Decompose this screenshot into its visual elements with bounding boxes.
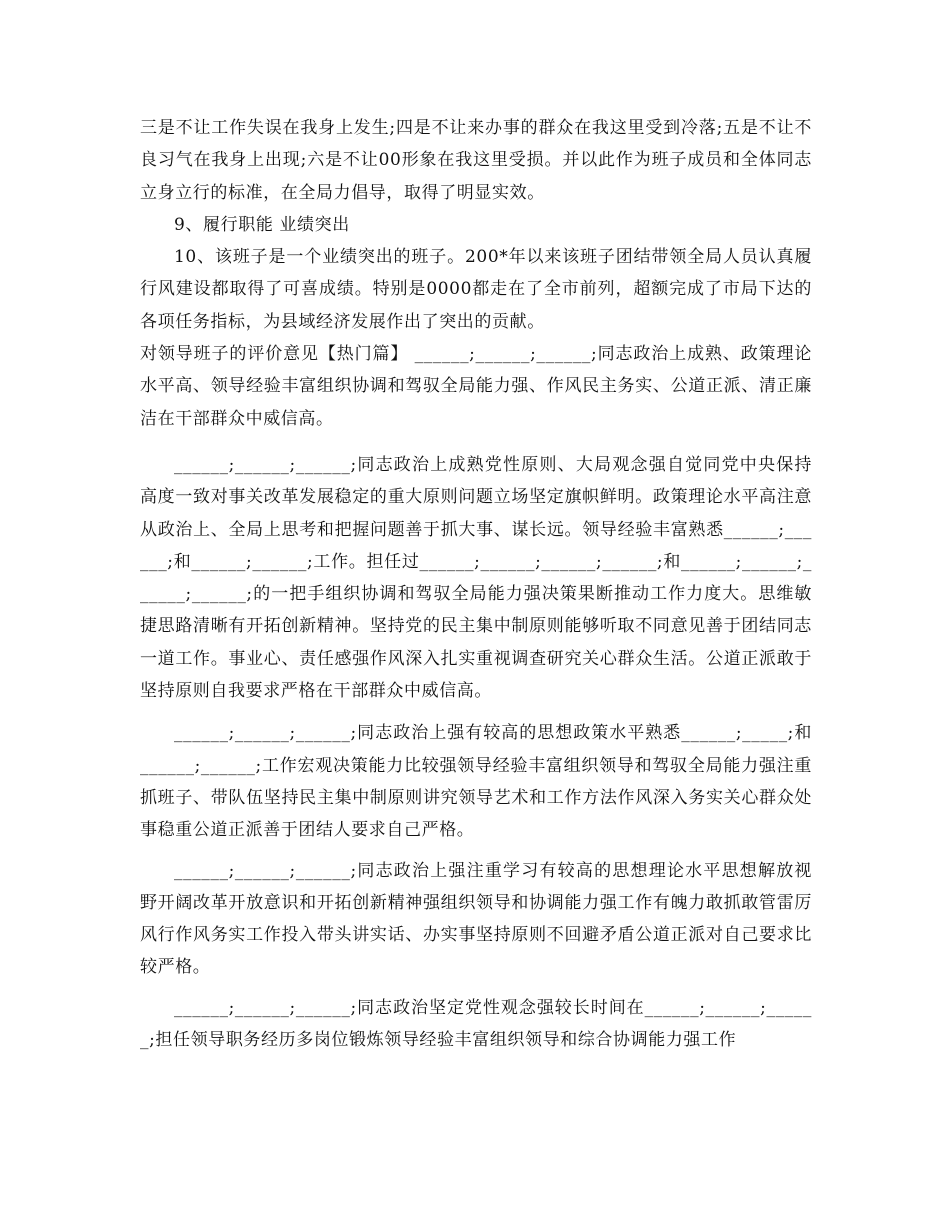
paragraph-evaluation-4: ______;______;______;同志政治上强注重学习有较高的思想理论水平思想解放视野开阔改革开放意识和开拓创新精神强组织领导和协调能力强工作有魄力敢抓敢管雷厉风行作风务实工作投入带头讲实话、办实事坚持原则不回避矛盾公道正派对自己要求比较严格。 <box>140 860 812 978</box>
paragraph-evaluation-intro: 对领导班子的评价意见【热门篇】 ______;______;______;同志政治上成熟、政策理论水平高、领导经验丰富组织协调和驾驭全局能力强、作风民主务实、公道正派、清正廉洁在干部群众中威信高。 <box>140 344 812 429</box>
paragraph-achievements: 10、该班子是一个业绩突出的班子。200*年以来该班子团结带领全局人员认真履行风建设都取得了可喜成绩。特别是0000都走在了全市前列，超额完成了市局下达的各项任务指标，为县域经济发展作出了突出的贡献。 <box>140 247 812 332</box>
paragraph-evaluation-5: ______;______;______;同志政治坚定党性观念强较长时间在______;______;______;担任领导职务经历多岗位锻炼领导经验丰富组织领导和综合协调能力强工作 <box>140 997 812 1051</box>
paragraph-evaluation-3: ______;______;______;同志政治上强有较高的思想政策水平熟悉______;_____;和______;______;工作宏观决策能力比较强领导经验丰富组织领导和驾驭全局能力强注重抓班子、带队伍坚持民主集中制原则讲究领导艺术和工作方法作风深入务实关心群众处事稳重公道正派善于团结人要求自己严格。 <box>140 723 812 841</box>
document-body <box>140 112 812 1056</box>
section-heading: 9、履行职能 业绩突出 <box>174 214 350 235</box>
paragraph-continuation: 三是不让工作失误在我身上发生;四是不让来办事的群众在我这里受到冷落;五是不让不良习气在我身上出现;六是不让00形象在我这里受损。并以此作为班子成员和全体同志立身立行的标准，在全局力倡导，取得了明显实效。 <box>140 118 812 203</box>
paragraph-evaluation-2: ______;______;______;同志政治上成熟党性原则、大局观念强自觉同党中央保持高度一致对事关改革发展稳定的重大原则问题立场坚定旗帜鲜明。政策理论水平高注意从政治上、全局上思考和把握问题善于抓大事、谋长远。领导经验丰富熟悉______;______;和______;______;工作。担任过______;______;______;______;和______;______;______;______;的一把手组织协调和驾驭全局能力强决策果断推动工作力度大。思维敏捷思路清晰有开拓创新精神。坚持党的民主集中制原则能够听取不同意见善于团结同志一道工作。事业心、责任感强作风深入扎实重视调查研究关心群众生活。公道正派敢于坚持原则自我要求严格在干部群众中威信高。 <box>140 454 812 702</box>
